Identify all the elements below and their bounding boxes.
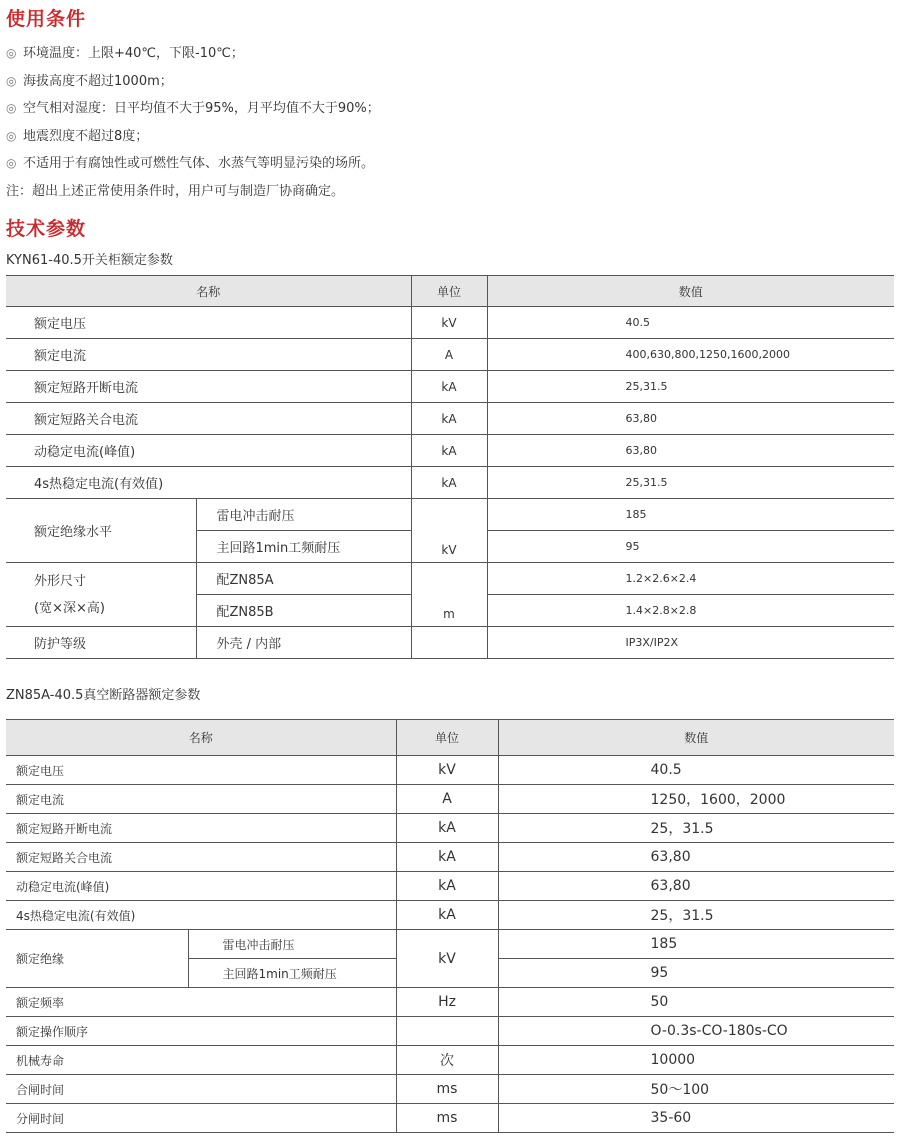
param-unit: kA — [411, 403, 487, 435]
param-subname: 雷电冲击耐压 — [188, 930, 396, 959]
param-unit: kA — [396, 901, 498, 930]
param-unit: kA — [396, 872, 498, 901]
header-unit: 单位 — [411, 276, 487, 307]
switchgear-params-table — [6, 275, 894, 659]
param-name: 动稳定电流(峰值) — [6, 435, 411, 467]
section-title-tech: 技术参数 — [6, 218, 87, 240]
param-unit: A — [396, 785, 498, 814]
condition-text: 地震烈度不超过8度； — [23, 128, 149, 144]
param-unit: ms — [396, 1075, 498, 1104]
param-value: O-0.3s-CO-180s-CO — [498, 1017, 894, 1046]
param-unit: kV — [396, 930, 498, 988]
param-value: 40.5 — [498, 756, 894, 785]
param-name: 4s热稳定电流(有效值) — [6, 467, 411, 499]
bullet-icon: ◎ — [6, 46, 17, 60]
list-item — [6, 40, 380, 68]
param-name: 额定电流 — [6, 785, 396, 814]
param-unit: kA — [396, 843, 498, 872]
param-name: 额定短路开断电流 — [6, 371, 411, 403]
param-value: 35-60 — [498, 1104, 894, 1133]
param-value: 400,630,800,1250,1600,2000 — [487, 339, 894, 371]
param-value: 1.4×2.8×2.8 — [487, 595, 894, 627]
param-name: 额定频率 — [6, 988, 396, 1017]
usage-note: 注：超出上述正常使用条件时，用户可与制造厂协商确定。 — [6, 183, 345, 199]
param-unit: m — [411, 563, 487, 627]
param-name: 分闸时间 — [6, 1104, 396, 1133]
bullet-icon: ◎ — [6, 73, 17, 88]
param-unit: 次 — [396, 1046, 498, 1075]
param-unit: ms — [396, 1104, 498, 1133]
param-name: 4s热稳定电流(有效值) — [6, 901, 396, 930]
param-name: 防护等级 — [6, 627, 196, 659]
header-value: 数值 — [498, 720, 894, 756]
table-row — [6, 499, 894, 531]
param-subname: 主回路1min工频耐压 — [188, 959, 396, 988]
table1-caption: KYN61-40.5开关柜额定参数 — [6, 253, 173, 268]
condition-text: 环境温度：上限+40℃，下限-10℃； — [23, 46, 244, 61]
param-subname: 雷电冲击耐压 — [196, 499, 411, 531]
param-value: 63,80 — [487, 435, 894, 467]
header-name: 名称 — [6, 276, 411, 307]
param-name-line2: (宽×深×高) — [34, 600, 105, 616]
param-unit: Hz — [396, 988, 498, 1017]
param-name: 额定绝缘水平 — [6, 499, 196, 563]
param-unit: kA — [396, 814, 498, 843]
table-row — [6, 467, 894, 499]
param-unit: kA — [411, 467, 487, 499]
table-row — [6, 1104, 894, 1133]
condition-text: 空气相对湿度：日平均值不大于95%，月平均值不大于90%； — [23, 101, 380, 117]
list-item — [6, 123, 380, 151]
header-unit: 单位 — [396, 720, 498, 756]
table-row — [6, 371, 894, 403]
param-value: 25,31.5 — [487, 467, 894, 499]
table2-caption: ZN85A-40.5真空断路器额定参数 — [6, 688, 201, 703]
param-value: 50～100 — [498, 1075, 894, 1104]
bullet-icon: ◎ — [6, 128, 17, 143]
param-value: 25，31.5 — [498, 901, 894, 930]
param-subname: 外壳 / 内部 — [196, 627, 411, 659]
table-row — [6, 627, 894, 659]
table-row — [6, 843, 894, 872]
table-row — [6, 403, 894, 435]
table-row — [6, 785, 894, 814]
param-name: 额定短路开断电流 — [6, 814, 396, 843]
param-name: 额定绝缘 — [6, 930, 188, 988]
table-row — [6, 814, 894, 843]
param-name: 额定电压 — [6, 756, 396, 785]
param-value: 50 — [498, 988, 894, 1017]
usage-conditions-list — [6, 40, 380, 206]
param-name: 额定电压 — [6, 307, 411, 339]
breaker-params-table — [6, 719, 894, 1133]
bullet-icon: ◎ — [6, 156, 17, 171]
table-header-row — [6, 276, 894, 307]
param-unit — [411, 627, 487, 659]
param-value: 63,80 — [498, 872, 894, 901]
param-name: 合闸时间 — [6, 1075, 396, 1104]
table-row — [6, 435, 894, 467]
param-value: 63,80 — [498, 843, 894, 872]
list-item — [6, 150, 380, 178]
param-subname: 配ZN85B — [196, 595, 411, 627]
param-unit: kV — [396, 756, 498, 785]
table-row — [6, 872, 894, 901]
table-header-row — [6, 720, 894, 756]
param-value: 40.5 — [487, 307, 894, 339]
param-name: 额定操作顺序 — [6, 1017, 396, 1046]
list-item — [6, 95, 380, 123]
table-row — [6, 1046, 894, 1075]
param-unit: A — [411, 339, 487, 371]
condition-text: 不适用于有腐蚀性或可燃性气体、水蒸气等明显污染的场所。 — [23, 156, 375, 172]
table-row — [6, 988, 894, 1017]
param-value: 185 — [487, 499, 894, 531]
table-row — [6, 901, 894, 930]
param-value: 25，31.5 — [498, 814, 894, 843]
param-value: IP3X/IP2X — [487, 627, 894, 659]
param-name: 额定电流 — [6, 339, 411, 371]
table-row — [6, 756, 894, 785]
param-name: 额定短路关合电流 — [6, 403, 411, 435]
table-row — [6, 339, 894, 371]
header-value: 数值 — [487, 276, 894, 307]
table-row — [6, 1017, 894, 1046]
condition-text: 海拔高度不超过1000m； — [23, 73, 173, 89]
param-value: 95 — [487, 531, 894, 563]
param-value: 1250，1600，2000 — [498, 785, 894, 814]
param-unit: kA — [411, 435, 487, 467]
table-row — [6, 563, 894, 595]
param-name — [6, 563, 196, 627]
section-title-usage: 使用条件 — [6, 8, 87, 30]
param-unit: kA — [411, 371, 487, 403]
param-value: 10000 — [498, 1046, 894, 1075]
header-name: 名称 — [6, 720, 396, 756]
table-row — [6, 930, 894, 959]
param-value: 25,31.5 — [487, 371, 894, 403]
param-unit — [396, 1017, 498, 1046]
list-item — [6, 68, 380, 96]
param-unit: kV — [411, 307, 487, 339]
param-value: 95 — [498, 959, 894, 988]
param-value: 1.2×2.6×2.4 — [487, 563, 894, 595]
bullet-icon: ◎ — [6, 101, 17, 116]
table-row — [6, 1075, 894, 1104]
param-subname: 配ZN85A — [196, 563, 411, 595]
param-name-line1: 外形尺寸 — [34, 573, 87, 589]
param-unit: kV — [411, 499, 487, 563]
table-row — [6, 307, 894, 339]
param-subname: 主回路1min工频耐压 — [196, 531, 411, 563]
param-name: 额定短路关合电流 — [6, 843, 396, 872]
param-name: 机械寿命 — [6, 1046, 396, 1075]
param-name: 动稳定电流(峰值) — [6, 872, 396, 901]
param-value: 185 — [498, 930, 894, 959]
param-value: 63,80 — [487, 403, 894, 435]
